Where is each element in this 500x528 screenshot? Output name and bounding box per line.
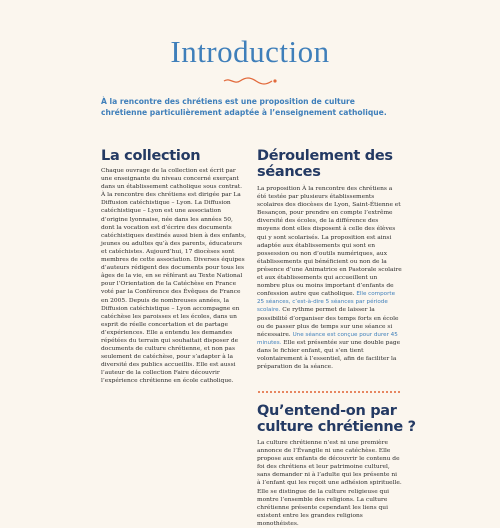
deroulement-heading: Déroulement des séances [257,148,393,180]
deroulement-body: La proposition À la rencontre des chrétiens a été testée par plusieurs établissements scolaires des diocèses de Lyon, Saint-Étienne et Besançon, pour prendre en compte l’extrême diversité des écoles, de la différence des moyens dont elles disposent à celle des élèves qui y sont scolarisés. La proposition est ainsi adaptée aux établissements qui sont en possession ou non d’outils numériques, aux établissements qui bénéficient ou non de la présence d’une Animatrice en Pastorale scolaire et aux établissements qui accueillent un nombre plus ou moins important d’enfants de confession autre que catholique. [257,186,402,298]
culture-heading: Qu’entend-on par culture chrétienne ? [257,403,416,435]
deroulement-highlight-sessions: Elle comporte 25 séances, c’est-à-dire 5 séances par période scolaire. [257,291,396,314]
culture-text: La culture chrétienne n’est ni une première annonce de l’Évangile ni une catéchèse. Elle propose aux enfants de découvrir le contenu de foi des chrétiens et leur patrimoine culturel, sans demander ni à l’adulte qui les présente ni à l’enfant qui les reçoit une adhésion spirituelle. Elle se distingue de la culture religieuse qui montre l’ensemble des religions. La culture chrétienne présente cependant les liens qui existent entre les grandes religions monothéistes. [257,440,402,527]
flourish-ornament [222,76,278,86]
intro-text: À la rencontre des chrétiens est une proposition de culture chrétienne particulièrement adaptée à l’enseignement catholique. [101,97,387,117]
deroulement-text [257,185,402,371]
deroulement-body-2: Ce rythme permet de laisser la possibilité d’organiser des temps forts en école ou de passer plus de temps sur une séance si nécessaire. [257,307,399,338]
page-title: Introduction [170,34,330,69]
dotted-divider [257,390,402,394]
deroulement-body-3: Elle est présentée sur une double page dans le fichier enfant, qui s’en tient volontairement à l’essentiel, afin de faciliter la préparation de la séance. [257,339,401,371]
collection-heading: La collection [101,148,201,164]
collection-text: Chaque ouvrage de la collection est écrit par une enseignante du niveau concerné exerçant dans un établissement catholique sous contrat. À la rencontre des chrétiens est dirigée par La Diffusion catéchistique – Lyon. La Diffusion catéchistique – Lyon est une association d’origine lyonnaise, née dans les années 50, dont la vocation est d’écrire des documents catéchistiques destinés aussi bien à des enfants, jeunes ou adultes qu’à des parents, éducateurs et catéchistes. Aujourd’hui, 17 diocèses sont membres de cette association. Diverses équipes d’auteurs rédigent des documents pour tous les âges de la vie, en se référant au Texte National pour l’Orientation de la Catéchèse en France voté par la Conférence des Évêques de France en 2005. Depuis de nombreuses années, la Diffusion catéchistique – Lyon accompagne en catéchèse les paroisses et les écoles, dans un esprit de réelle concertation et de partage d’expériences. Elle a entendu les demandes répétées du terrain qui souhaitait disposer de documents de culture chrétienne, et non pas seulement de catéchèse, pour s’adapter à la diversité des publics accueillis. Elle est aussi l’auteur de la collection Faire découvrir l’expérience chrétienne en école catholique. [101,168,247,385]
deroulement-highlight-duration: Une séance est conçue pour durer 45 minutes. [257,331,398,346]
